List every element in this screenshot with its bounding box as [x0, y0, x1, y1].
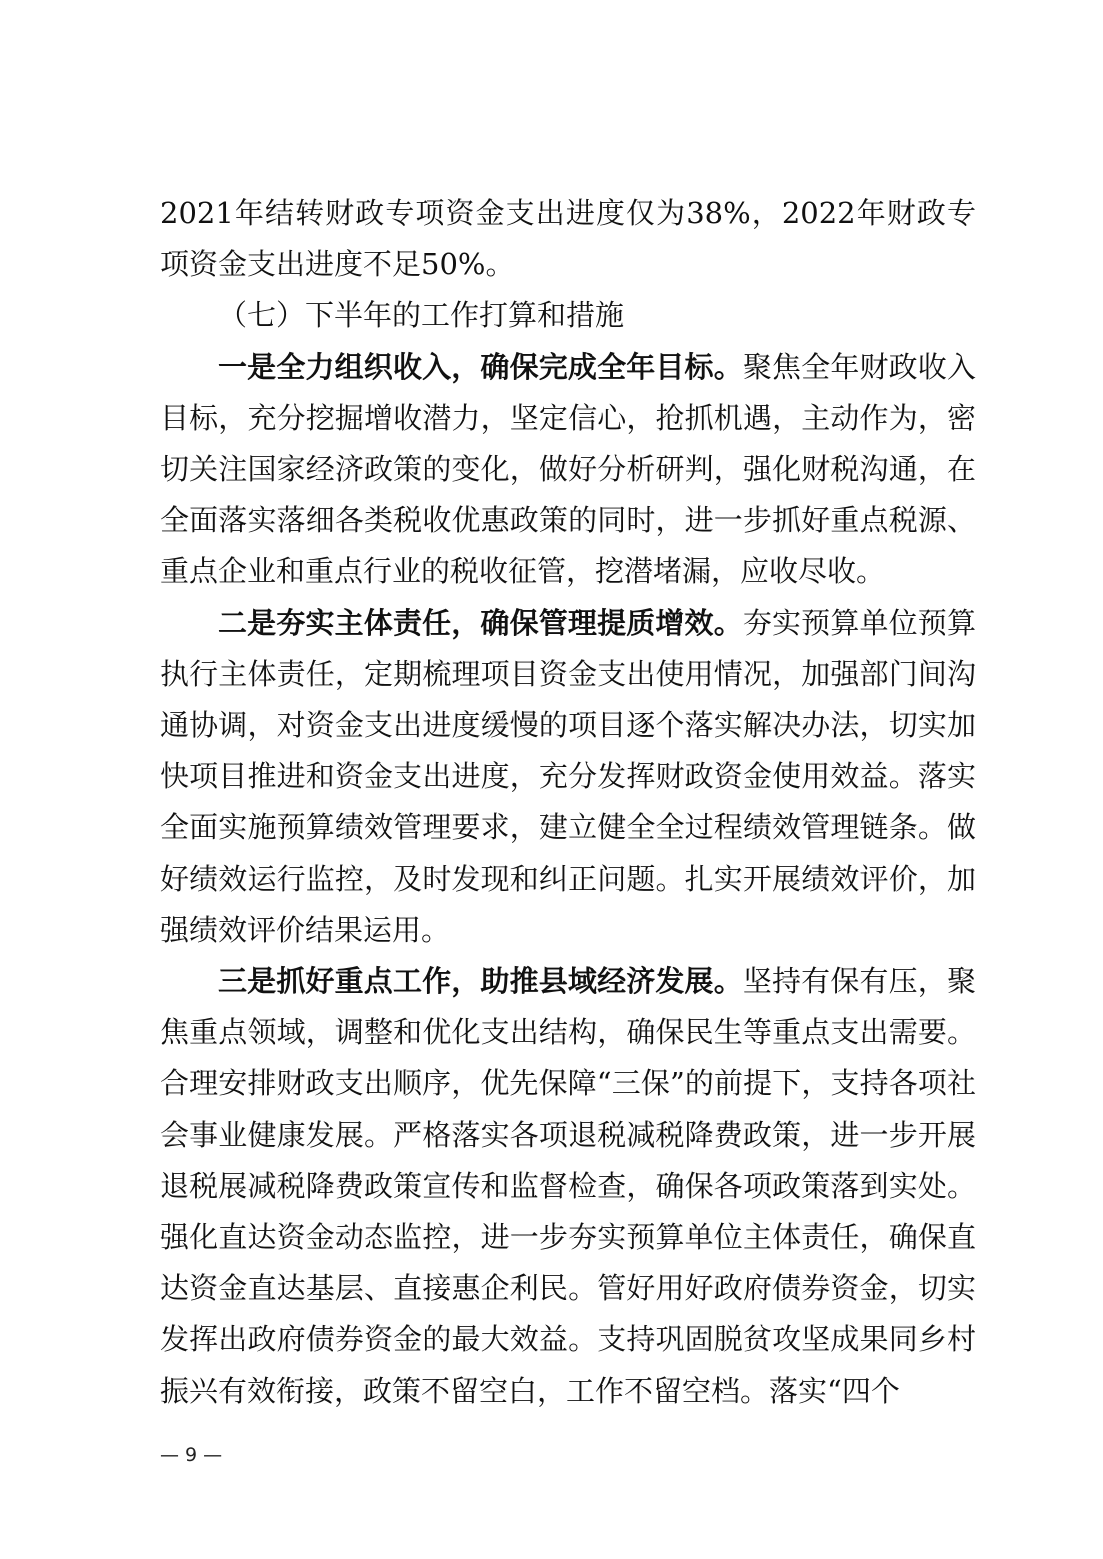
paragraph-2-text: 聚焦全年财政收入目标，充分挖掘增收潜力，坚定信心，抢抓机遇，主动作为，密切关注国家经济政策的变化，做好分析研判，强化财税沟通，在全面落实落细各类税收优惠政策的同时，进一步抓好重点税源、重点企业和重点行业的税收征管，挖潜堵漏，应收尽收。 — [160, 349, 976, 589]
section-heading-text: （七）下半年的工作打算和措施 — [218, 298, 625, 333]
paragraph-2 — [160, 342, 976, 598]
paragraph-3-lead: 二是夯实主体责任，确保管理提质增效。 — [218, 605, 743, 640]
page-number: — 9 — — [160, 1444, 223, 1466]
paragraph-3 — [160, 598, 976, 956]
paragraph-4-text: 坚持有保有压，聚焦重点领域，调整和优化支出结构，确保民生等重点支出需要。合理安排财政支出顺序，优先保障“三保”的前提下，支持各项社会事业健康发展。严格落实各项退税减税降费政策，进一步开展退税展减税降费政策宣传和监督检查，确保各项政策落到实处。强化直达资金动态监控，进一步夯实预算单位主体责任，确保直达资金直达基层、直接惠企利民。管好用好政府债券资金，切实发挥出政府债券资金的最大效益。支持巩固脱贫攻坚成果同乡村振兴有效衔接，政策不留空白，工作不留空档。落实“四个 — [160, 964, 976, 1408]
section-heading — [160, 290, 976, 341]
paragraph-1 — [160, 188, 976, 290]
paragraph-1-text: 2021年结转财政专项资金支出进度仅为38%，2022年财政专项资金支出进度不足50%。 — [160, 196, 976, 282]
paragraph-2-lead: 一是全力组织收入，确保完成全年目标。 — [218, 349, 743, 384]
document-body — [160, 188, 976, 1417]
paragraph-3-text: 夯实预算单位预算执行主体责任，定期梳理项目资金支出使用情况，加强部门间沟通协调，对资金支出进度缓慢的项目逐个落实解决办法，切实加快项目推进和资金支出进度，充分发挥财政资金使用效益。落实全面实施预算绩效管理要求，建立健全全过程绩效管理链条。做好绩效运行监控，及时发现和纠正问题。扎实开展绩效评价，加强绩效评价结果运用。 — [160, 605, 976, 947]
paragraph-4 — [160, 956, 976, 1417]
paragraph-4-lead: 三是抓好重点工作，助推县域经济发展。 — [218, 964, 743, 999]
